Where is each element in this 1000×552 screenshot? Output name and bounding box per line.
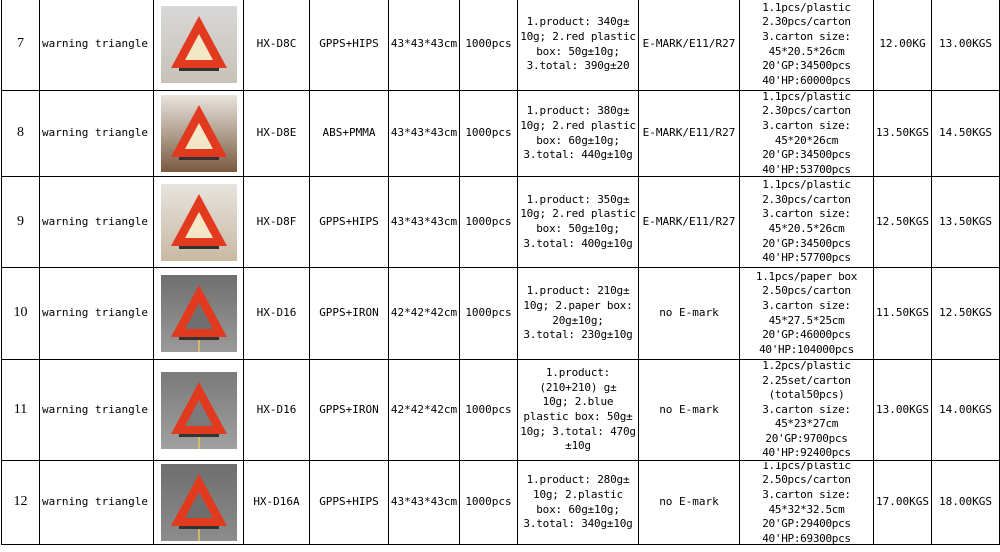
net-weight: 12.00KG bbox=[874, 0, 932, 91]
dimensions: 42*42*42cm bbox=[389, 360, 460, 461]
certification: E-MARK/E11/R27 bbox=[639, 177, 740, 268]
material: GPPS+IRON bbox=[310, 360, 389, 461]
weight-details bbox=[518, 91, 639, 177]
product-table bbox=[1, 0, 1000, 545]
photo-frame bbox=[161, 372, 237, 449]
packing-details bbox=[740, 0, 874, 91]
table-row bbox=[2, 91, 1000, 177]
dimensions: 43*43*43cm bbox=[389, 177, 460, 268]
row-number: 8 bbox=[2, 91, 40, 177]
weight-line: 1.product: 350g± bbox=[526, 192, 630, 206]
product-photo bbox=[154, 268, 244, 360]
packing-line: 20'GP:34500pcs bbox=[762, 148, 851, 162]
row-number: 7 bbox=[2, 0, 40, 91]
packing-line: 2.30pcs/carton bbox=[762, 104, 851, 118]
packing-line: 3.carton size: bbox=[762, 298, 851, 312]
table-row bbox=[2, 0, 1000, 91]
material: GPPS+IRON bbox=[310, 268, 389, 360]
weight-line: ±10g bbox=[565, 439, 591, 453]
warning-triangle-icon bbox=[161, 275, 237, 352]
weight-details bbox=[518, 360, 639, 461]
table-row bbox=[2, 177, 1000, 268]
gross-weight: 14.50KGS bbox=[932, 91, 1000, 177]
weight-line: 3.total: 230g±10g bbox=[523, 328, 633, 342]
packing-line: 40'HP:104000pcs bbox=[759, 342, 854, 356]
weight-line: 3.total: 400g±10g bbox=[523, 236, 633, 250]
weight-line: 3.total: 440g±10g bbox=[523, 148, 633, 162]
net-weight: 12.50KGS bbox=[874, 177, 932, 268]
material: GPPS+HIPS bbox=[310, 461, 389, 545]
product-name: warning triangle bbox=[40, 91, 154, 177]
certification: no E-mark bbox=[639, 360, 740, 461]
row-number: 9 bbox=[2, 177, 40, 268]
moq: 1000pcs bbox=[460, 91, 518, 177]
weight-line: box: 60g±10g; bbox=[536, 133, 620, 147]
packing-line: 3.carton size: bbox=[762, 29, 851, 43]
packing-line: 40'HP:60000pcs bbox=[762, 73, 851, 87]
weight-line: 10g; 3.total: 470g bbox=[520, 424, 636, 438]
row-number: 11 bbox=[2, 360, 40, 461]
warning-triangle-icon bbox=[161, 6, 237, 83]
weight-line: 10g; 2.paper box: bbox=[523, 298, 633, 312]
product-name: warning triangle bbox=[40, 461, 154, 545]
product-photo bbox=[154, 177, 244, 268]
packing-details bbox=[740, 268, 874, 360]
packing-line: 2.30pcs/carton bbox=[762, 15, 851, 29]
moq: 1000pcs bbox=[460, 177, 518, 268]
packing-line: 3.carton size: bbox=[762, 207, 851, 221]
packing-line: (total50pcs) bbox=[768, 388, 845, 402]
gross-weight: 13.00KGS bbox=[932, 0, 1000, 91]
packing-line: 2.50pcs/carton bbox=[762, 473, 851, 487]
packing-details bbox=[740, 360, 874, 461]
packing-line: 3.carton size: bbox=[762, 118, 851, 132]
warning-triangle-icon bbox=[161, 464, 237, 541]
weight-line: 10g; 2.blue bbox=[542, 395, 614, 409]
net-weight: 11.50KGS bbox=[874, 268, 932, 360]
dimensions: 43*43*43cm bbox=[389, 91, 460, 177]
material: GPPS+HIPS bbox=[310, 177, 389, 268]
product-photo bbox=[154, 91, 244, 177]
weight-line: 10g; 2.red plastic bbox=[520, 207, 636, 221]
product-photo bbox=[154, 0, 244, 91]
net-weight: 13.50KGS bbox=[874, 91, 932, 177]
packing-line: 40'HP:57700pcs bbox=[762, 251, 851, 265]
moq: 1000pcs bbox=[460, 268, 518, 360]
packing-line: 45*32*32.5cm bbox=[768, 502, 845, 516]
packing-line: 2.50pcs/carton bbox=[762, 284, 851, 298]
weight-line: plastic box: 50g± bbox=[523, 410, 633, 423]
weight-line: 20g±10g; bbox=[552, 313, 604, 327]
weight-line: box: 60g±10g; bbox=[536, 502, 620, 516]
packing-line: 40'HP:92400pcs bbox=[762, 446, 851, 460]
warning-triangle-icon bbox=[161, 372, 237, 449]
product-photo bbox=[154, 461, 244, 545]
table-row bbox=[2, 360, 1000, 461]
warning-triangle-icon bbox=[161, 184, 237, 261]
packing-line: 45*27.5*25cm bbox=[768, 313, 845, 327]
model-code: HX-D8E bbox=[244, 91, 310, 177]
moq: 1000pcs bbox=[460, 0, 518, 91]
model-code: HX-D16 bbox=[244, 268, 310, 360]
net-weight: 13.00KGS bbox=[874, 360, 932, 461]
weight-line: 1.product: 340g± bbox=[526, 15, 630, 29]
model-code: HX-D16A bbox=[244, 461, 310, 545]
dimensions: 42*42*42cm bbox=[389, 268, 460, 360]
photo-frame bbox=[161, 275, 237, 352]
weight-line: 1.product: bbox=[545, 366, 611, 380]
model-code: HX-D8C bbox=[244, 0, 310, 91]
dimensions: 43*43*43cm bbox=[389, 461, 460, 545]
certification: no E-mark bbox=[639, 461, 740, 545]
packing-line: 20'GP:9700pcs bbox=[765, 431, 848, 445]
gross-weight: 14.00KGS bbox=[932, 360, 1000, 461]
packing-line: 45*20*26cm bbox=[774, 133, 839, 147]
photo-frame bbox=[161, 184, 237, 261]
product-name: warning triangle bbox=[40, 360, 154, 461]
packing-line: 20'GP:34500pcs bbox=[762, 236, 851, 250]
model-code: HX-D16 bbox=[244, 360, 310, 461]
weight-line: 1.product: 210g± bbox=[526, 284, 630, 298]
weight-line: box: 50g±10g; bbox=[536, 44, 620, 58]
packing-line: 45*20.5*26cm bbox=[768, 44, 845, 58]
packing-line: 1.1pcs/plastic bbox=[762, 91, 851, 103]
warning-triangle-icon bbox=[161, 95, 237, 172]
packing-details bbox=[740, 177, 874, 268]
weight-line: 1.product: 280g± bbox=[526, 473, 630, 487]
packing-line: 20'GP:34500pcs bbox=[762, 59, 851, 73]
material: ABS+PMMA bbox=[310, 91, 389, 177]
weight-details bbox=[518, 268, 639, 360]
product-photo bbox=[154, 360, 244, 461]
packing-line: 2.30pcs/carton bbox=[762, 192, 851, 206]
weight-line: 10g; 2.red plastic bbox=[520, 29, 636, 43]
packing-line: 1.1pcs/paper box bbox=[755, 269, 858, 283]
certification: E-MARK/E11/R27 bbox=[639, 91, 740, 177]
product-name: warning triangle bbox=[40, 0, 154, 91]
weight-line: 3.total: 390g±20 bbox=[526, 59, 630, 73]
material: GPPS+HIPS bbox=[310, 0, 389, 91]
weight-line: 1.product: 380g± bbox=[526, 104, 630, 118]
weight-details bbox=[518, 0, 639, 91]
weight-line: 3.total: 340g±10g bbox=[523, 517, 633, 531]
packing-details bbox=[740, 91, 874, 177]
certification: E-MARK/E11/R27 bbox=[639, 0, 740, 91]
gross-weight: 18.00KGS bbox=[932, 461, 1000, 545]
weight-details bbox=[518, 461, 639, 545]
weight-line: 10g; 2.plastic bbox=[533, 487, 623, 501]
gross-weight: 13.50KGS bbox=[932, 177, 1000, 268]
weight-line: 10g; 2.red plastic bbox=[520, 118, 636, 132]
packing-line: 1.1pcs/plastic bbox=[762, 0, 851, 14]
product-name: warning triangle bbox=[40, 177, 154, 268]
packing-line: 3.carton size: bbox=[762, 402, 851, 416]
net-weight: 17.00KGS bbox=[874, 461, 932, 545]
photo-frame bbox=[161, 464, 237, 541]
photo-frame bbox=[161, 6, 237, 83]
packing-line: 40'HP:53700pcs bbox=[762, 162, 851, 176]
packing-line: 1.1pcs/plastic bbox=[762, 178, 851, 192]
packing-line: 45*23*27cm bbox=[774, 417, 839, 431]
packing-line: 1.1pcs/plastic bbox=[762, 461, 851, 472]
gross-weight: 12.50KGS bbox=[932, 268, 1000, 360]
table-row bbox=[2, 461, 1000, 545]
weight-line: box: 50g±10g; bbox=[536, 222, 620, 235]
packing-line: 3.carton size: bbox=[762, 487, 851, 501]
product-name: warning triangle bbox=[40, 268, 154, 360]
photo-frame bbox=[161, 95, 237, 172]
row-number: 12 bbox=[2, 461, 40, 545]
moq: 1000pcs bbox=[460, 461, 518, 545]
weight-details bbox=[518, 177, 639, 268]
packing-line: 1.2pcs/plastic bbox=[762, 360, 851, 372]
moq: 1000pcs bbox=[460, 360, 518, 461]
packing-line: 20'GP:29400pcs bbox=[762, 517, 851, 531]
certification: no E-mark bbox=[639, 268, 740, 360]
packing-details bbox=[740, 461, 874, 545]
model-code: HX-D8F bbox=[244, 177, 310, 268]
weight-line: (210+210) g± bbox=[539, 380, 617, 394]
table-row bbox=[2, 268, 1000, 360]
packing-line: 45*20.5*26cm bbox=[768, 222, 845, 235]
row-number: 10 bbox=[2, 268, 40, 360]
packing-line: 20'GP:46000pcs bbox=[762, 328, 851, 342]
packing-line: 40'HP:69300pcs bbox=[762, 531, 851, 544]
packing-line: 2.25set/carton bbox=[762, 373, 851, 387]
dimensions: 43*43*43cm bbox=[389, 0, 460, 91]
